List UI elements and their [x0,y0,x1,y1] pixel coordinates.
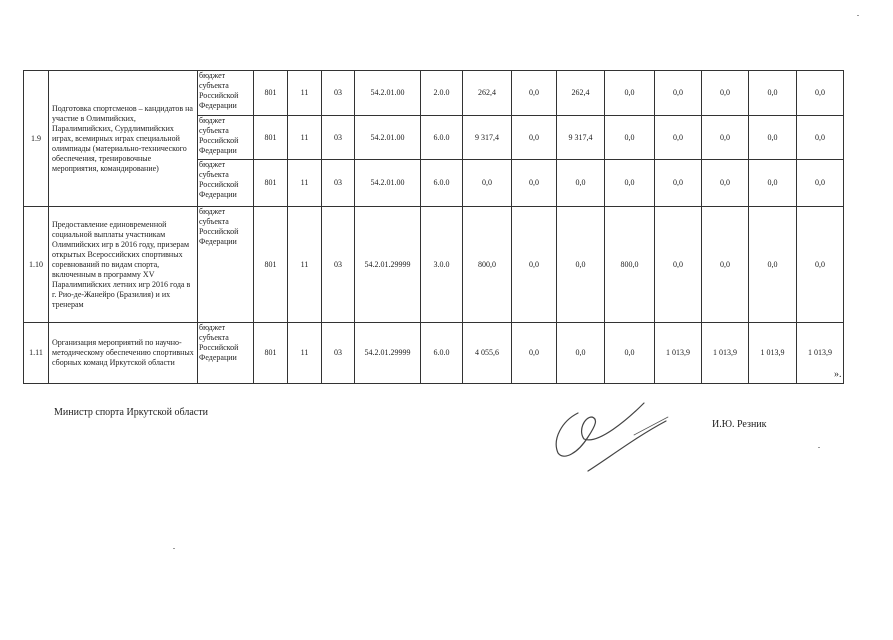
code-cell: 11 [288,116,322,160]
value-cell: 0,0 [655,160,702,207]
value-cell: 0,0 [797,207,844,323]
code-cell: 6.0.0 [421,116,463,160]
value-cell: 0,0 [655,71,702,116]
code-cell: 54.2.01.00 [355,116,421,160]
code-cell: 54.2.01.00 [355,160,421,207]
value-cell: 262,4 [557,71,605,116]
code-cell: 54.2.01.29999 [355,207,421,323]
value-cell: 1 013,9 [749,323,797,384]
code-cell: 03 [322,160,355,207]
code-cell: 54.2.01.29999 [355,323,421,384]
row-index: 1.9 [24,71,49,207]
value-cell: 0,0 [702,116,749,160]
value-cell: 0,0 [557,160,605,207]
value-cell: 800,0 [605,207,655,323]
scan-speck [857,15,859,16]
value-cell: 0,0 [749,116,797,160]
code-cell: 6.0.0 [421,323,463,384]
value-cell: 9 317,4 [557,116,605,160]
closing-quote: ». [834,369,842,380]
value-cell: 1 013,9 [702,323,749,384]
value-cell: 262,4 [463,71,512,116]
value-cell: 0,0 [655,207,702,323]
minister-title: Министр спорта Иркутской области [54,407,208,418]
value-cell: 800,0 [463,207,512,323]
code-cell: 801 [254,71,288,116]
code-cell: 801 [254,323,288,384]
code-cell: 801 [254,116,288,160]
row-index: 1.10 [24,207,49,323]
code-cell: 03 [322,116,355,160]
signatory-name: И.Ю. Резник [712,419,767,430]
value-cell: 1 013,9 [797,323,844,384]
value-cell: 0,0 [605,71,655,116]
code-cell: 801 [254,160,288,207]
handwritten-signature [548,395,678,480]
value-cell: 0,0 [512,323,557,384]
value-cell: 0,0 [512,160,557,207]
table-row [24,323,844,384]
code-cell: 11 [288,71,322,116]
value-cell: 0,0 [557,207,605,323]
row-description: Предоставление единовременной социальной выплаты участникам Олимпийских игр в 2016 году, призерам открытых Всероссийских спортивных соревнований по видам спорта, включенным в программу XV Паралимпийских летних игр 2016 года в г. Рио-де-Жанейро (Бразилия) и их тренерам [49,207,198,323]
code-cell: 3.0.0 [421,207,463,323]
value-cell: 1 013,9 [655,323,702,384]
value-cell: 0,0 [463,160,512,207]
value-cell: 0,0 [797,160,844,207]
code-cell: 03 [322,207,355,323]
budget-source: бюджет субъекта Российской Федерации [198,160,254,207]
value-cell: 0,0 [512,71,557,116]
code-cell: 11 [288,323,322,384]
value-cell: 0,0 [702,71,749,116]
value-cell: 0,0 [557,323,605,384]
row-description: Организация мероприятий по научно-методическому обеспечению спортивных сборных команд Иркутской области [49,323,198,384]
code-cell: 11 [288,160,322,207]
budget-table [23,70,844,384]
code-cell: 54.2.01.00 [355,71,421,116]
value-cell: 0,0 [605,323,655,384]
value-cell: 0,0 [512,207,557,323]
budget-source: бюджет субъекта Российской Федерации [198,116,254,160]
value-cell: 0,0 [749,207,797,323]
row-index: 1.11 [24,323,49,384]
table-row [24,71,844,116]
value-cell: 0,0 [702,160,749,207]
value-cell: 0,0 [749,160,797,207]
scan-speck [173,548,175,549]
code-cell: 03 [322,323,355,384]
value-cell: 0,0 [749,71,797,116]
budget-source: бюджет субъекта Российской Федерации [198,71,254,116]
value-cell: 0,0 [605,116,655,160]
value-cell: 0,0 [797,71,844,116]
code-cell: 03 [322,71,355,116]
value-cell: 9 317,4 [463,116,512,160]
budget-source: бюджет субъекта Российской Федерации [198,207,254,323]
row-description: Подготовка спортсменов – кандидатов на участие в Олимпийских, Паралимпийских, Сурдлимпийских играх, всемирных играх специальной олимпиады (материально-технического обеспечения, тренировочные мероприятия, командирование) [49,71,198,207]
value-cell: 0,0 [702,207,749,323]
value-cell: 0,0 [797,116,844,160]
value-cell: 0,0 [655,116,702,160]
code-cell: 2.0.0 [421,71,463,116]
value-cell: 0,0 [512,116,557,160]
value-cell: 0,0 [605,160,655,207]
value-cell: 4 055,6 [463,323,512,384]
table-row [24,207,844,323]
code-cell: 6.0.0 [421,160,463,207]
code-cell: 801 [254,207,288,323]
code-cell: 11 [288,207,322,323]
budget-source: бюджет субъекта Российской Федерации [198,323,254,384]
scan-speck [818,447,820,448]
